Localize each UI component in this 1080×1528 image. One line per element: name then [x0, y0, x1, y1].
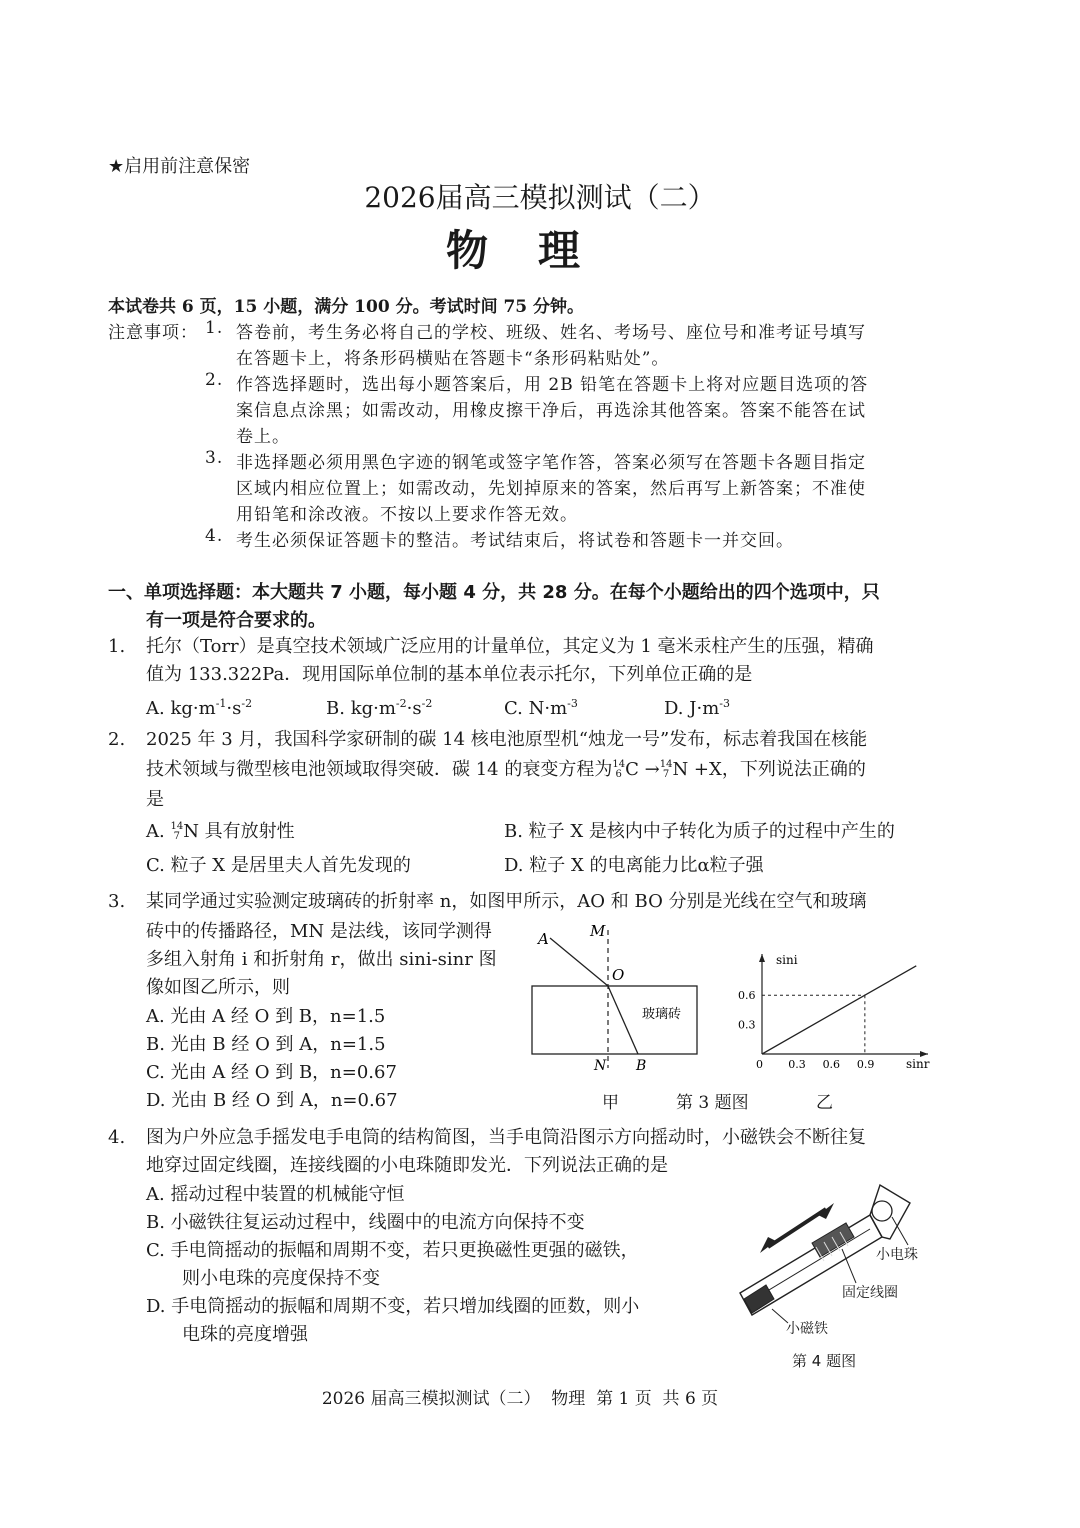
y-axis-label: sini	[776, 953, 798, 967]
question-number: 3.	[108, 891, 126, 912]
notice-item-number: 3.	[205, 448, 224, 468]
question-text: 像如图乙所示，则	[146, 977, 290, 998]
label-bulb: 小电珠	[876, 1247, 918, 1263]
question-number: 4.	[108, 1127, 126, 1148]
option-a: A. 光由 A 经 O 到 B，n=1.5	[146, 1006, 386, 1027]
subject-title: 物 理	[445, 226, 584, 275]
label-m: M	[590, 922, 606, 940]
option-d: D. 手电筒摇动的振幅和周期不变，若只增加线圈的匝数，则小	[146, 1296, 640, 1317]
question-number: 1.	[108, 636, 126, 657]
notice-line: 卷上。	[236, 427, 290, 447]
option-d: D. 光由 B 经 O 到 A，n=0.67	[146, 1090, 398, 1111]
notice-line: 案信息点涂黑；如需改动，用橡皮擦干净后，再选涂其他答案。答案不能答在试	[236, 401, 866, 421]
label-coil: 固定线圈	[842, 1285, 898, 1301]
section-heading: 一、单项选择题：本大题共 7 小题，每小题 4 分，共 28 分。在每个小题给出的四个选项中，只	[108, 582, 880, 603]
option-c-cont: 则小电珠的亮度保持不变	[182, 1268, 380, 1289]
confidential-notice: ★启用前注意保密	[108, 156, 251, 177]
option-a: A. $kg\cdot m^{-1}\cdot s^{-2}$	[146, 697, 253, 719]
question-number: 2.	[108, 729, 126, 750]
option-b: B. 光由 B 经 O 到 A，n=1.5	[146, 1034, 386, 1055]
series-line	[762, 966, 916, 1054]
notice-item-number: 1.	[205, 318, 224, 338]
bulb	[872, 1201, 892, 1221]
decay-equation: 14 6 C →14 7 N +X	[612, 759, 722, 780]
label-magnet: 小磁铁	[786, 1321, 828, 1337]
label-o: O	[612, 966, 625, 984]
question-text: 某同学通过实验测定玻璃砖的折射率 n，如图甲所示，AO 和 BO 分别是光线在空气和玻璃	[146, 891, 867, 912]
notice-line: 区域内相应位置上；如需改动，先划掉原来的答案，然后再写上新答案；不准使	[236, 479, 866, 499]
question-text: 砖中的传播路径，MN 是法线，该同学测得	[146, 921, 492, 942]
label-b: B	[636, 1058, 647, 1074]
section-heading-cont: 有一项是符合要求的。	[146, 610, 326, 631]
x-axis-label: sinr	[906, 1057, 930, 1071]
question-text: 地穿过固定线圈，连接线圈的小电珠随即发光．下列说法正确的是	[146, 1155, 668, 1176]
notice-line: 非选择题必须用黑色字迹的钢笔或签字笔作答，答案必须写在答题卡各题目指定	[236, 453, 866, 473]
option-b: B. $kg\cdot m^{-2}\cdot s^{-2}$	[326, 697, 433, 719]
question-text: 多组入射角 i 和折射角 r，做出 sini-sinr 图	[146, 949, 497, 970]
notice-item-number: 4.	[205, 526, 224, 546]
option-a: A. 摇动过程中装置的机械能守恒	[146, 1184, 405, 1205]
x-tick-label: 0.3	[788, 1058, 806, 1071]
option-c: C. 粒子 X 是居里夫人首先发现的	[146, 855, 411, 876]
option-d-cont: 电珠的亮度增强	[182, 1324, 308, 1345]
notice-line: 在答题卡上，将条形码横贴在答题卡“条形码粘贴处”。	[236, 349, 670, 369]
y-tick-label: 0.6	[738, 989, 756, 1003]
option-b: B. 粒子 X 是核内中子转化为质子的过程中产生的	[504, 821, 895, 842]
fig-3-caption: 第 3 题图	[676, 1093, 749, 1113]
refracted-ray	[608, 986, 638, 1054]
question-text: 托尔（Torr）是真空技术领域广泛应用的计量单位，其定义为 1 毫米汞柱产生的压强，精确	[146, 636, 874, 657]
notice-line: 答卷前，考生务必将自己的学校、班级、姓名、考场号、座位号和准考证号填写	[236, 323, 866, 343]
option-c: C. 手电筒摇动的振幅和周期不变，若只更换磁性更强的磁铁，	[146, 1240, 639, 1261]
exam-title: 2026届高三模拟测试（二）	[364, 181, 716, 214]
page-footer: 2026 届高三模拟测试（二） 物理 第 1 页 共 6 页	[321, 1389, 719, 1409]
y-axis-arrow	[759, 954, 765, 962]
question-text: 图为户外应急手摇发电手电筒的结构简图，当手电筒沿图示方向摇动时，小磁铁会不断往复	[146, 1127, 866, 1148]
notice-label: 注意事项：	[108, 323, 198, 343]
option-d: D. 粒子 X 的电离能力比α粒子强	[504, 855, 764, 876]
fig-a-caption: 甲	[602, 1093, 619, 1113]
incident-ray	[550, 938, 608, 986]
question-text: 是	[146, 789, 164, 810]
question-text: 值为 133.322Pa．现用国际单位制的基本单位表示托尔，下列单位正确的是	[146, 664, 753, 685]
exam-intro: 本试卷共 6 页，15 小题，满分 100 分。考试时间 75 分钟。	[108, 297, 585, 317]
option-c: C. 光由 A 经 O 到 B，n=0.67	[146, 1062, 397, 1083]
sini-sinr-chart	[728, 946, 938, 1076]
option-a: A. 14 7 N 具有放射性	[146, 821, 295, 842]
y-tick-label: 0.3	[738, 1018, 756, 1032]
label-n: N	[594, 1058, 607, 1074]
fig-b-caption: 乙	[816, 1093, 833, 1113]
refraction-diagram	[520, 918, 710, 1083]
x-tick-label: 0.9	[856, 1058, 875, 1071]
option-c: C. $N\cdot m^{-3}$	[504, 697, 578, 719]
option-b: B. 小磁铁往复运动过程中，线圈中的电流方向保持不变	[146, 1212, 585, 1233]
question-text: 2025 年 3 月，我国科学家研制的碳 14 核电池原型机“烛龙一号”发布，标志着我国在核能	[146, 729, 868, 750]
notice-line: 作答选择题时，选出每小题答案后，用 2B 铅笔在答题卡上将对应题目选项的答	[236, 375, 869, 395]
question-text-with-equation: 技术领域与微型核电池领域取得突破．碳 14 的衰变方程为14 6 C →14 7 N +X，下列说法正确的	[146, 759, 866, 780]
notice-line: 用铅笔和涂改液。不按以上要求作答无效。	[236, 505, 578, 525]
notice-line: 考生必须保证答题卡的整洁。考试结束后，将试卷和答题卡一并交回。	[236, 531, 794, 551]
label-glass: 玻璃砖	[642, 1007, 682, 1022]
option-d: D. $J\cdot m^{-3}$	[664, 697, 730, 719]
label-a: A	[538, 930, 549, 948]
x-tick-label: 0	[756, 1058, 763, 1071]
x-tick-label: 0.6	[822, 1058, 841, 1071]
notice-item-number: 2.	[205, 370, 224, 390]
fig-4-caption: 第 4 题图	[792, 1352, 857, 1370]
